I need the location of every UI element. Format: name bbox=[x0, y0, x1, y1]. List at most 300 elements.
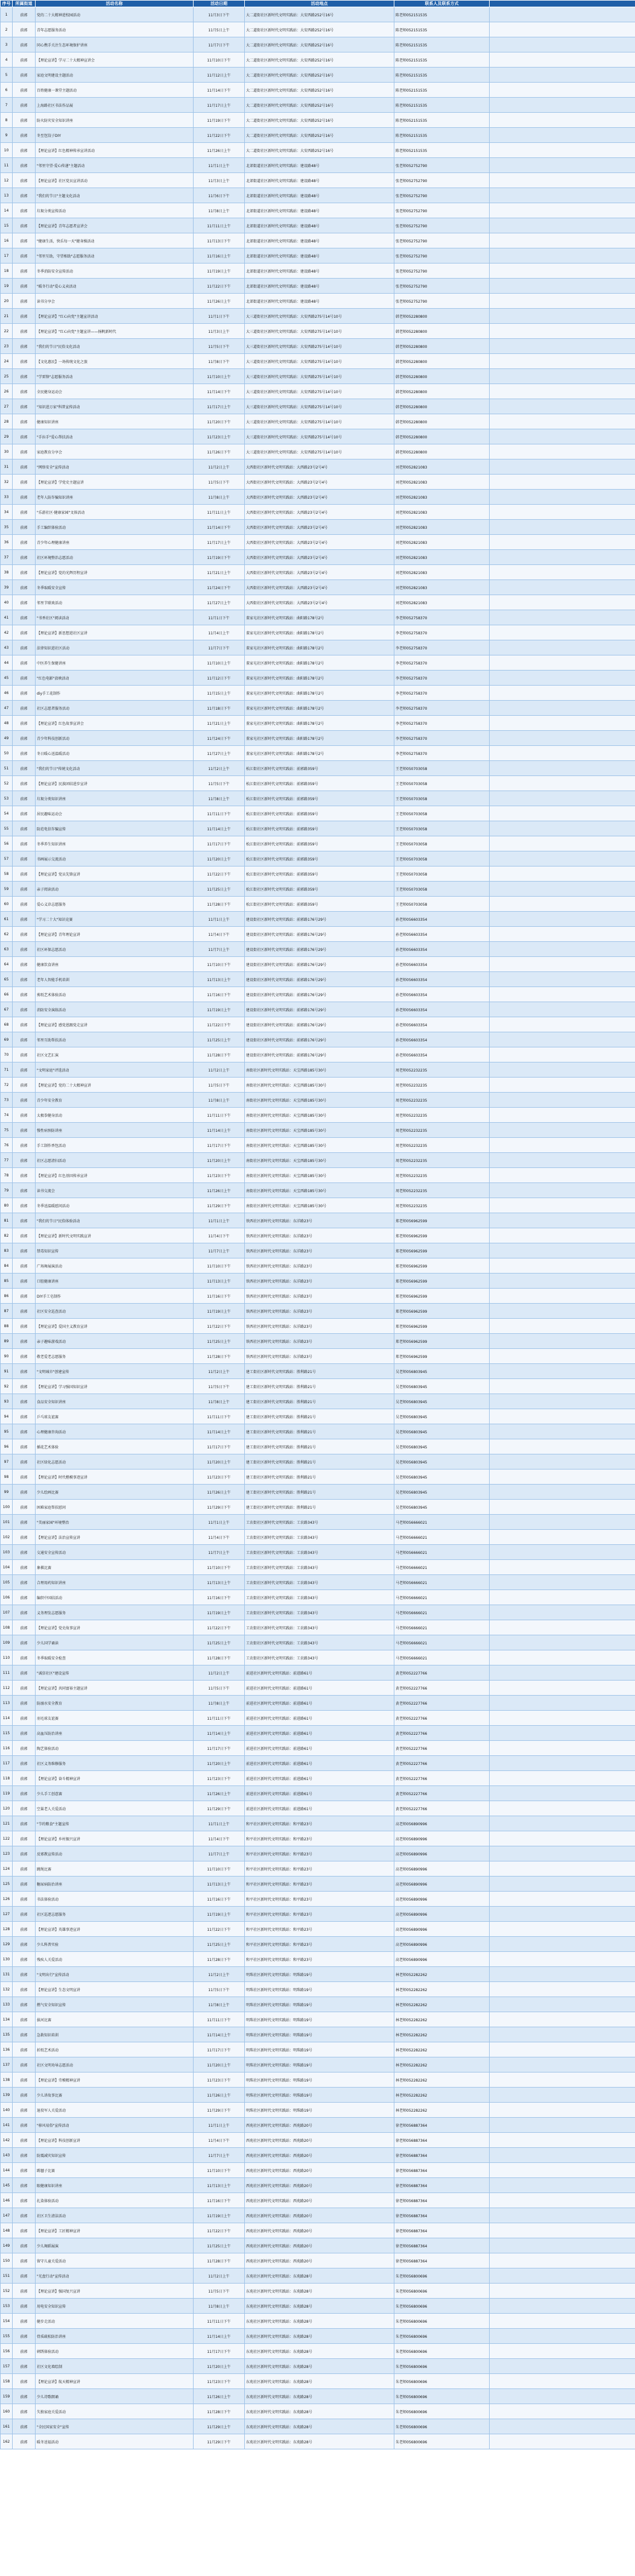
cell-no: 36 bbox=[1, 535, 13, 550]
cell-contact: 吴老师056803945 bbox=[394, 1394, 490, 1409]
cell-contact: 朱老师056800696 bbox=[394, 2284, 490, 2299]
cell-extra bbox=[490, 867, 635, 882]
cell-date: 11月2日上午 bbox=[194, 1062, 245, 1078]
table-row bbox=[1, 2042, 635, 2057]
cell-no: 141 bbox=[1, 2118, 13, 2133]
cell-name: "健康生活，快乐每一天"健身操活动 bbox=[36, 233, 194, 248]
cell-name: 【理论宣讲】工匠精神宣讲 bbox=[36, 2223, 194, 2238]
cell-extra bbox=[490, 1620, 635, 1635]
cell-date: 11月19日上午 bbox=[194, 1605, 245, 1620]
cell-extra bbox=[490, 475, 635, 490]
cell-name: 【理论宣讲】乡村振兴宣讲 bbox=[36, 1831, 194, 1846]
cell-date: 11月25日上午 bbox=[194, 1334, 245, 1349]
table-row bbox=[1, 806, 635, 821]
cell-extra bbox=[490, 761, 635, 776]
cell-district: 前郭 bbox=[13, 867, 36, 882]
cell-district: 前郭 bbox=[13, 2284, 36, 2299]
cell-date: 11月8日上午 bbox=[194, 1997, 245, 2012]
table-row bbox=[1, 1982, 635, 1997]
cell-district: 前郭 bbox=[13, 1771, 36, 1786]
table-row bbox=[1, 942, 635, 957]
cell-name: "红色电影"放映活动 bbox=[36, 671, 194, 686]
cell-date: 11月5日下午 bbox=[194, 776, 245, 791]
table-row bbox=[1, 1937, 635, 1952]
cell-name: 空巢老人关爱活动 bbox=[36, 1801, 194, 1816]
cell-contact: 马老师056666021 bbox=[394, 1590, 490, 1605]
cell-date: 11月3日上午 bbox=[194, 173, 245, 188]
cell-contact: 朱老师056800696 bbox=[394, 2314, 490, 2329]
cell-extra bbox=[490, 1138, 635, 1153]
table-row bbox=[1, 1439, 635, 1454]
cell-no: 148 bbox=[1, 2223, 13, 2238]
table-row bbox=[1, 1545, 635, 1560]
cell-district: 前郭 bbox=[13, 339, 36, 354]
cell-name: 合理用药知识讲座 bbox=[36, 1575, 194, 1590]
cell-date: 11月23日下午 bbox=[194, 2072, 245, 2088]
cell-name: "我们的节日"民俗体验活动 bbox=[36, 1213, 194, 1228]
cell-district: 前郭 bbox=[13, 836, 36, 851]
cell-no: 86 bbox=[1, 1289, 13, 1304]
cell-extra bbox=[490, 1274, 635, 1289]
cell-name: 少儿绘画比赛 bbox=[36, 1485, 194, 1500]
cell-extra bbox=[490, 1062, 635, 1078]
cell-extra bbox=[490, 565, 635, 580]
cell-place: 西苑社区新时代文明实践站：西苑路20号 bbox=[245, 2193, 394, 2208]
cell-name: 用电安全知识宣传 bbox=[36, 2299, 194, 2314]
table-row bbox=[1, 1228, 635, 1243]
cell-place: 建工街社区新时代文明实践站：胜利路21号 bbox=[245, 1485, 394, 1500]
cell-name: 【理论宣讲】英雄事迹宣讲 bbox=[36, 1922, 194, 1937]
cell-name: "文明出行"宣传活动 bbox=[36, 1967, 194, 1982]
cell-district: 前郭 bbox=[13, 761, 36, 776]
cell-no: 85 bbox=[1, 1274, 13, 1289]
cell-contact: 李老师052758370 bbox=[394, 686, 490, 701]
cell-district: 前郭 bbox=[13, 1530, 36, 1545]
cell-date: 11月11日下午 bbox=[194, 1711, 245, 1726]
cell-contact: 徐老师056887364 bbox=[394, 2133, 490, 2148]
cell-date: 11月28日下午 bbox=[194, 897, 245, 912]
cell-district: 前郭 bbox=[13, 113, 36, 128]
header-place: 活动地点 bbox=[245, 1, 394, 7]
cell-place: 明珠社区新时代文明实践站：明珠路19号 bbox=[245, 2072, 394, 2088]
header-extra bbox=[490, 1, 635, 7]
cell-district: 前郭 bbox=[13, 535, 36, 550]
cell-no: 90 bbox=[1, 1349, 13, 1364]
cell-district: 前郭 bbox=[13, 1078, 36, 1093]
cell-place: 建工街社区新时代文明实践站：胜利路21号 bbox=[245, 1379, 394, 1394]
cell-date: 11月11日上午 bbox=[194, 505, 245, 520]
cell-date: 11月26日上午 bbox=[194, 1183, 245, 1198]
cell-district: 前郭 bbox=[13, 2253, 36, 2268]
table-row bbox=[1, 279, 635, 294]
cell-contact: 黄老师052227766 bbox=[394, 1741, 490, 1756]
cell-no: 10 bbox=[1, 143, 13, 158]
cell-date: 11月25日上午 bbox=[194, 1635, 245, 1650]
cell-date: 11月20日上午 bbox=[194, 1454, 245, 1470]
cell-district: 前郭 bbox=[13, 1696, 36, 1711]
cell-name: "书香社区"阅读活动 bbox=[36, 610, 194, 625]
table-row bbox=[1, 550, 635, 565]
cell-contact: 李老师052758370 bbox=[394, 671, 490, 686]
cell-extra bbox=[490, 1500, 635, 1515]
cell-extra bbox=[490, 1997, 635, 2012]
cell-name: 社区文化墙绘制 bbox=[36, 2359, 194, 2374]
cell-contact: 李老师052758370 bbox=[394, 655, 490, 671]
cell-contact: 郑老师056962599 bbox=[394, 1319, 490, 1334]
cell-place: 东苑社区新时代文明实践站：东苑路28号 bbox=[245, 2344, 394, 2359]
table-row bbox=[1, 2284, 635, 2299]
cell-extra bbox=[490, 1635, 635, 1650]
cell-district: 前郭 bbox=[13, 957, 36, 972]
cell-place: 建工街社区新时代文明实践站：胜利路21号 bbox=[245, 1470, 394, 1485]
cell-no: 74 bbox=[1, 1108, 13, 1123]
table-row bbox=[1, 2419, 635, 2434]
header-district: 所属街道 bbox=[13, 1, 36, 7]
cell-district: 前郭 bbox=[13, 1062, 36, 1078]
cell-place: 明珠社区新时代文明实践站：明珠路19号 bbox=[245, 1967, 394, 1982]
cell-district: 前郭 bbox=[13, 188, 36, 203]
cell-extra bbox=[490, 309, 635, 324]
cell-extra bbox=[490, 836, 635, 851]
header-row bbox=[1, 1, 635, 7]
cell-contact: 刘老师052821083 bbox=[394, 505, 490, 520]
cell-contact: 高老师056890996 bbox=[394, 1816, 490, 1831]
cell-district: 前郭 bbox=[13, 203, 36, 218]
cell-name: 跳绳比赛 bbox=[36, 1861, 194, 1877]
cell-contact: 周老师052232235 bbox=[394, 1138, 490, 1153]
cell-place: 明珠社区新时代文明实践站：明珠路19号 bbox=[245, 2103, 394, 2118]
cell-name: 家庭教育分享会 bbox=[36, 444, 194, 459]
cell-no: 140 bbox=[1, 2103, 13, 2118]
cell-no: 18 bbox=[1, 264, 13, 279]
cell-name: 【理论宣讲】新时代文明实践宣讲 bbox=[36, 1228, 194, 1243]
cell-extra bbox=[490, 1424, 635, 1439]
cell-place: 前进社区新时代文明实践站：前进路61号 bbox=[245, 1665, 394, 1681]
cell-name: 困难家庭帮扶慰问 bbox=[36, 1500, 194, 1515]
cell-name: 糖尿病防治讲座 bbox=[36, 1877, 194, 1892]
cell-extra bbox=[490, 2012, 635, 2027]
table-row bbox=[1, 1575, 635, 1590]
cell-contact: 朱老师056800696 bbox=[394, 2268, 490, 2284]
cell-district: 前郭 bbox=[13, 68, 36, 83]
table-row bbox=[1, 128, 635, 143]
cell-date: 11月17日上午 bbox=[194, 399, 245, 414]
cell-date: 11月20日下午 bbox=[194, 414, 245, 429]
cell-name: 冬季消防安全宣传活动 bbox=[36, 264, 194, 279]
cell-place: 董家屯社区新时代文明实践站：曲阳路178号2号 bbox=[245, 731, 394, 746]
cell-extra bbox=[490, 1183, 635, 1198]
table-row bbox=[1, 2208, 635, 2223]
cell-name: 青年志愿服务活动 bbox=[36, 22, 194, 37]
cell-name: 【理论宣讲】青年理论宣讲 bbox=[36, 927, 194, 942]
cell-place: 松江街社区新时代文明实践站：前郭路359号 bbox=[245, 882, 394, 897]
cell-extra bbox=[490, 2238, 635, 2253]
cell-extra bbox=[490, 972, 635, 987]
table-row bbox=[1, 490, 635, 505]
cell-place: 建工街社区新时代文明实践站：胜利路21号 bbox=[245, 1394, 394, 1409]
cell-name: diy手工花制作 bbox=[36, 686, 194, 701]
cell-contact: 陈老师052151535 bbox=[394, 143, 490, 158]
cell-district: 前郭 bbox=[13, 806, 36, 821]
cell-extra bbox=[490, 1108, 635, 1123]
table-row bbox=[1, 264, 635, 279]
cell-no: 149 bbox=[1, 2238, 13, 2253]
table-row bbox=[1, 188, 635, 203]
cell-no: 88 bbox=[1, 1319, 13, 1334]
cell-extra bbox=[490, 1289, 635, 1304]
table-row bbox=[1, 143, 635, 158]
cell-district: 前郭 bbox=[13, 1485, 36, 1500]
cell-name: 留守儿童关爱活动 bbox=[36, 2253, 194, 2268]
cell-district: 前郭 bbox=[13, 1439, 36, 1454]
cell-no: 126 bbox=[1, 1892, 13, 1907]
cell-no: 115 bbox=[1, 1726, 13, 1741]
table-row bbox=[1, 1786, 635, 1801]
cell-contact: 高老师056890996 bbox=[394, 1892, 490, 1907]
cell-place: 大三道街社区新时代文明实践站：大安西路275号14号10号 bbox=[245, 399, 394, 414]
cell-date: 11月28日下午 bbox=[194, 1952, 245, 1967]
cell-contact: 李老师052758370 bbox=[394, 701, 490, 716]
cell-district: 前郭 bbox=[13, 1243, 36, 1258]
cell-district: 前郭 bbox=[13, 1168, 36, 1183]
cell-place: 北郊街道社区新时代文明实践站：建设路48号 bbox=[245, 233, 394, 248]
table-row bbox=[1, 1364, 635, 1379]
cell-name: 陶艺体验活动 bbox=[36, 1741, 194, 1756]
cell-district: 前郭 bbox=[13, 2419, 36, 2434]
cell-no: 14 bbox=[1, 203, 13, 218]
table-row bbox=[1, 1289, 635, 1304]
cell-name: 刺绣体验活动 bbox=[36, 2344, 194, 2359]
cell-district: 前郭 bbox=[13, 1319, 36, 1334]
cell-no: 152 bbox=[1, 2284, 13, 2299]
cell-no: 29 bbox=[1, 429, 13, 444]
cell-contact: 黄老师052227766 bbox=[394, 1711, 490, 1726]
cell-place: 大西街社区新时代文明实践站：大西路23号2号4号 bbox=[245, 565, 394, 580]
cell-place: 西苑社区新时代文明实践站：西苑路20号 bbox=[245, 2118, 394, 2133]
cell-place: 铁西社区新时代文明实践站：东洋路23号 bbox=[245, 1319, 394, 1334]
cell-name: 【理论宣讲】航天精神宣讲 bbox=[36, 2374, 194, 2389]
cell-name: 消防安全演练活动 bbox=[36, 1002, 194, 1017]
cell-name: 百姓健康一课堂主题活动 bbox=[36, 83, 194, 98]
cell-place: 松江街社区新时代文明实践站：前郭路359号 bbox=[245, 851, 394, 867]
cell-place: 和平社区新时代文明实践站：和平路23号 bbox=[245, 1877, 394, 1892]
cell-date: 11月8日上午 bbox=[194, 203, 245, 218]
cell-extra bbox=[490, 806, 635, 821]
table-row bbox=[1, 1394, 635, 1409]
cell-district: 前郭 bbox=[13, 2344, 36, 2359]
cell-contact: 孙老师056603354 bbox=[394, 1002, 490, 1017]
cell-place: 和平社区新时代文明实践站：和平路23号 bbox=[245, 1892, 394, 1907]
cell-extra bbox=[490, 1937, 635, 1952]
cell-no: 24 bbox=[1, 354, 13, 369]
cell-name: "网络安全"宣传活动 bbox=[36, 459, 194, 475]
cell-district: 前郭 bbox=[13, 1334, 36, 1349]
cell-no: 95 bbox=[1, 1424, 13, 1439]
cell-contact: 徐老师056887364 bbox=[394, 2118, 490, 2133]
cell-contact: 刘老师052821083 bbox=[394, 580, 490, 595]
cell-contact: 林老师052282262 bbox=[394, 2088, 490, 2103]
cell-place: 前进社区新时代文明实践站：前进路61号 bbox=[245, 1771, 394, 1786]
cell-extra bbox=[490, 1454, 635, 1470]
cell-date: 11月2日上午 bbox=[194, 2268, 245, 2284]
cell-date: 11月21日上午 bbox=[194, 716, 245, 731]
cell-contact: 周老师052232235 bbox=[394, 1153, 490, 1168]
cell-no: 60 bbox=[1, 897, 13, 912]
cell-district: 前郭 bbox=[13, 701, 36, 716]
table-row bbox=[1, 218, 635, 233]
cell-contact: 马老师056666021 bbox=[394, 1650, 490, 1665]
cell-contact: 朱老师056800696 bbox=[394, 2389, 490, 2404]
table-row bbox=[1, 1062, 635, 1078]
cell-place: 和平社区新时代文明实践站：和平路23号 bbox=[245, 1937, 394, 1952]
cell-no: 52 bbox=[1, 776, 13, 791]
cell-date: 11月19日上午 bbox=[194, 264, 245, 279]
cell-name: 乒乓球友谊赛 bbox=[36, 1409, 194, 1424]
cell-contact: 刘老师052821083 bbox=[394, 565, 490, 580]
cell-district: 前郭 bbox=[13, 897, 36, 912]
cell-extra bbox=[490, 1952, 635, 1967]
cell-contact: 高老师056890996 bbox=[394, 1877, 490, 1892]
cell-contact: 马老师056666021 bbox=[394, 1515, 490, 1530]
table-row bbox=[1, 2329, 635, 2344]
cell-name: "节约粮食"主题宣传 bbox=[36, 1816, 194, 1831]
cell-place: 北郊街道社区新时代文明实践站：建设路48号 bbox=[245, 218, 394, 233]
cell-contact: 韩老师052280800 bbox=[394, 339, 490, 354]
cell-name: 老年人智能手机培训 bbox=[36, 972, 194, 987]
table-row bbox=[1, 2072, 635, 2088]
cell-date: 11月14日上午 bbox=[194, 2027, 245, 2042]
cell-extra bbox=[490, 2344, 635, 2359]
cell-place: 建设街社区新时代文明实践站：前郭路176号29号 bbox=[245, 1032, 394, 1047]
cell-date: 11月11日上午 bbox=[194, 218, 245, 233]
cell-name: 冬至包饺子DIY bbox=[36, 128, 194, 143]
table-row bbox=[1, 2434, 635, 2449]
cell-district: 前郭 bbox=[13, 972, 36, 987]
cell-district: 前郭 bbox=[13, 1213, 36, 1228]
cell-no: 137 bbox=[1, 2057, 13, 2072]
cell-extra bbox=[490, 2223, 635, 2238]
cell-contact: 林老师052282262 bbox=[394, 2042, 490, 2057]
cell-date: 11月20日上午 bbox=[194, 2359, 245, 2374]
cell-no: 71 bbox=[1, 1062, 13, 1078]
cell-no: 112 bbox=[1, 1681, 13, 1696]
cell-name: 同心携手关注生态环境保护讲座 bbox=[36, 37, 194, 52]
cell-extra bbox=[490, 1560, 635, 1575]
cell-extra bbox=[490, 2118, 635, 2133]
cell-extra bbox=[490, 1665, 635, 1681]
cell-extra bbox=[490, 1801, 635, 1816]
cell-name: 家庭文明建设主题活动 bbox=[36, 68, 194, 83]
cell-name: 手工制作香包活动 bbox=[36, 1138, 194, 1153]
cell-date: 11月2日上午 bbox=[194, 761, 245, 776]
table-row bbox=[1, 716, 635, 731]
cell-name: 【理论宣讲】民族团结进步宣讲 bbox=[36, 776, 194, 791]
cell-contact: 陈老师052151535 bbox=[394, 113, 490, 128]
cell-no: 89 bbox=[1, 1334, 13, 1349]
cell-contact: 王老师050703058 bbox=[394, 882, 490, 897]
cell-name: 全民健身运动会 bbox=[36, 384, 194, 399]
cell-no: 45 bbox=[1, 671, 13, 686]
cell-date: 11月5日上午 bbox=[194, 22, 245, 37]
cell-extra bbox=[490, 1861, 635, 1877]
cell-place: 松江街社区新时代文明实践站：前郭路359号 bbox=[245, 836, 394, 851]
cell-name: 冬季养生知识讲座 bbox=[36, 836, 194, 851]
cell-date: 11月1日上午 bbox=[194, 158, 245, 173]
cell-place: 南街社区新时代文明实践站：天宝西路185号30号 bbox=[245, 1108, 394, 1123]
cell-place: 和平社区新时代文明实践站：和平路23号 bbox=[245, 1831, 394, 1846]
cell-date: 11月25日上午 bbox=[194, 1937, 245, 1952]
cell-district: 前郭 bbox=[13, 1711, 36, 1726]
cell-contact: 张老师052752790 bbox=[394, 158, 490, 173]
cell-place: 大西街社区新时代文明实践站：大西路23号2号4号 bbox=[245, 550, 394, 565]
cell-no: 87 bbox=[1, 1304, 13, 1319]
table-row bbox=[1, 1741, 635, 1756]
cell-date: 11月5日下午 bbox=[194, 1078, 245, 1093]
cell-contact: 刘老师052821083 bbox=[394, 550, 490, 565]
cell-contact: 吴老师056803945 bbox=[394, 1409, 490, 1424]
table-row bbox=[1, 927, 635, 942]
cell-place: 东苑社区新时代文明实践站：东苑路28号 bbox=[245, 2389, 394, 2404]
cell-place: 南街社区新时代文明实践站：天宝西路185号30号 bbox=[245, 1093, 394, 1108]
cell-no: 46 bbox=[1, 686, 13, 701]
cell-place: 建工街社区新时代文明实践站：胜利路21号 bbox=[245, 1364, 394, 1379]
cell-contact: 王老师050703058 bbox=[394, 851, 490, 867]
cell-place: 建设街社区新时代文明实践站：前郭路176号29号 bbox=[245, 972, 394, 987]
cell-date: 11月1日上午 bbox=[194, 912, 245, 927]
cell-district: 前郭 bbox=[13, 2027, 36, 2042]
cell-date: 11月13日上午 bbox=[194, 2178, 245, 2193]
cell-district: 前郭 bbox=[13, 1198, 36, 1213]
cell-contact: 郑老师056962599 bbox=[394, 1274, 490, 1289]
table-row bbox=[1, 1454, 635, 1470]
cell-contact: 吴老师056803945 bbox=[394, 1424, 490, 1439]
cell-name: 青少年科技创新活动 bbox=[36, 731, 194, 746]
cell-no: 93 bbox=[1, 1394, 13, 1409]
cell-name: "学习二十大"知识竞赛 bbox=[36, 912, 194, 927]
table-row bbox=[1, 1756, 635, 1771]
table-row bbox=[1, 1877, 635, 1892]
cell-no: 135 bbox=[1, 2027, 13, 2042]
cell-extra bbox=[490, 264, 635, 279]
cell-date: 11月10日下午 bbox=[194, 1861, 245, 1877]
cell-name: "文明城市"创建宣传 bbox=[36, 1364, 194, 1379]
cell-no: 105 bbox=[1, 1575, 13, 1590]
cell-no: 25 bbox=[1, 369, 13, 384]
cell-date: 11月7日上午 bbox=[194, 1846, 245, 1861]
cell-extra bbox=[490, 550, 635, 565]
cell-date: 11月27日上午 bbox=[194, 595, 245, 610]
cell-contact: 张老师052752790 bbox=[394, 264, 490, 279]
cell-extra bbox=[490, 1967, 635, 1982]
table-row bbox=[1, 1515, 635, 1530]
cell-name: 【理论宣讲】法治宣传宣讲 bbox=[36, 1530, 194, 1545]
table-row bbox=[1, 640, 635, 655]
cell-name: 暖冬送福活动 bbox=[36, 2434, 194, 2449]
cell-name: "邻里守望·爱心传递"主题活动 bbox=[36, 158, 194, 173]
cell-date: 11月1日上午 bbox=[194, 2118, 245, 2133]
cell-district: 前郭 bbox=[13, 776, 36, 791]
cell-place: 南街社区新时代文明实践站：天宝西路185号30号 bbox=[245, 1062, 394, 1078]
cell-name: "美丽家园"环境整治 bbox=[36, 1515, 194, 1530]
cell-no: 118 bbox=[1, 1771, 13, 1786]
cell-name: "光盘行动"宣传活动 bbox=[36, 2268, 194, 2284]
cell-place: 大西街社区新时代文明实践站：大西路23号2号4号 bbox=[245, 459, 394, 475]
cell-place: 南街社区新时代文明实践站：天宝西路185号30号 bbox=[245, 1153, 394, 1168]
table-row bbox=[1, 52, 635, 68]
cell-contact: 吴老师056803945 bbox=[394, 1364, 490, 1379]
cell-district: 前郭 bbox=[13, 1379, 36, 1394]
cell-district: 前郭 bbox=[13, 610, 36, 625]
